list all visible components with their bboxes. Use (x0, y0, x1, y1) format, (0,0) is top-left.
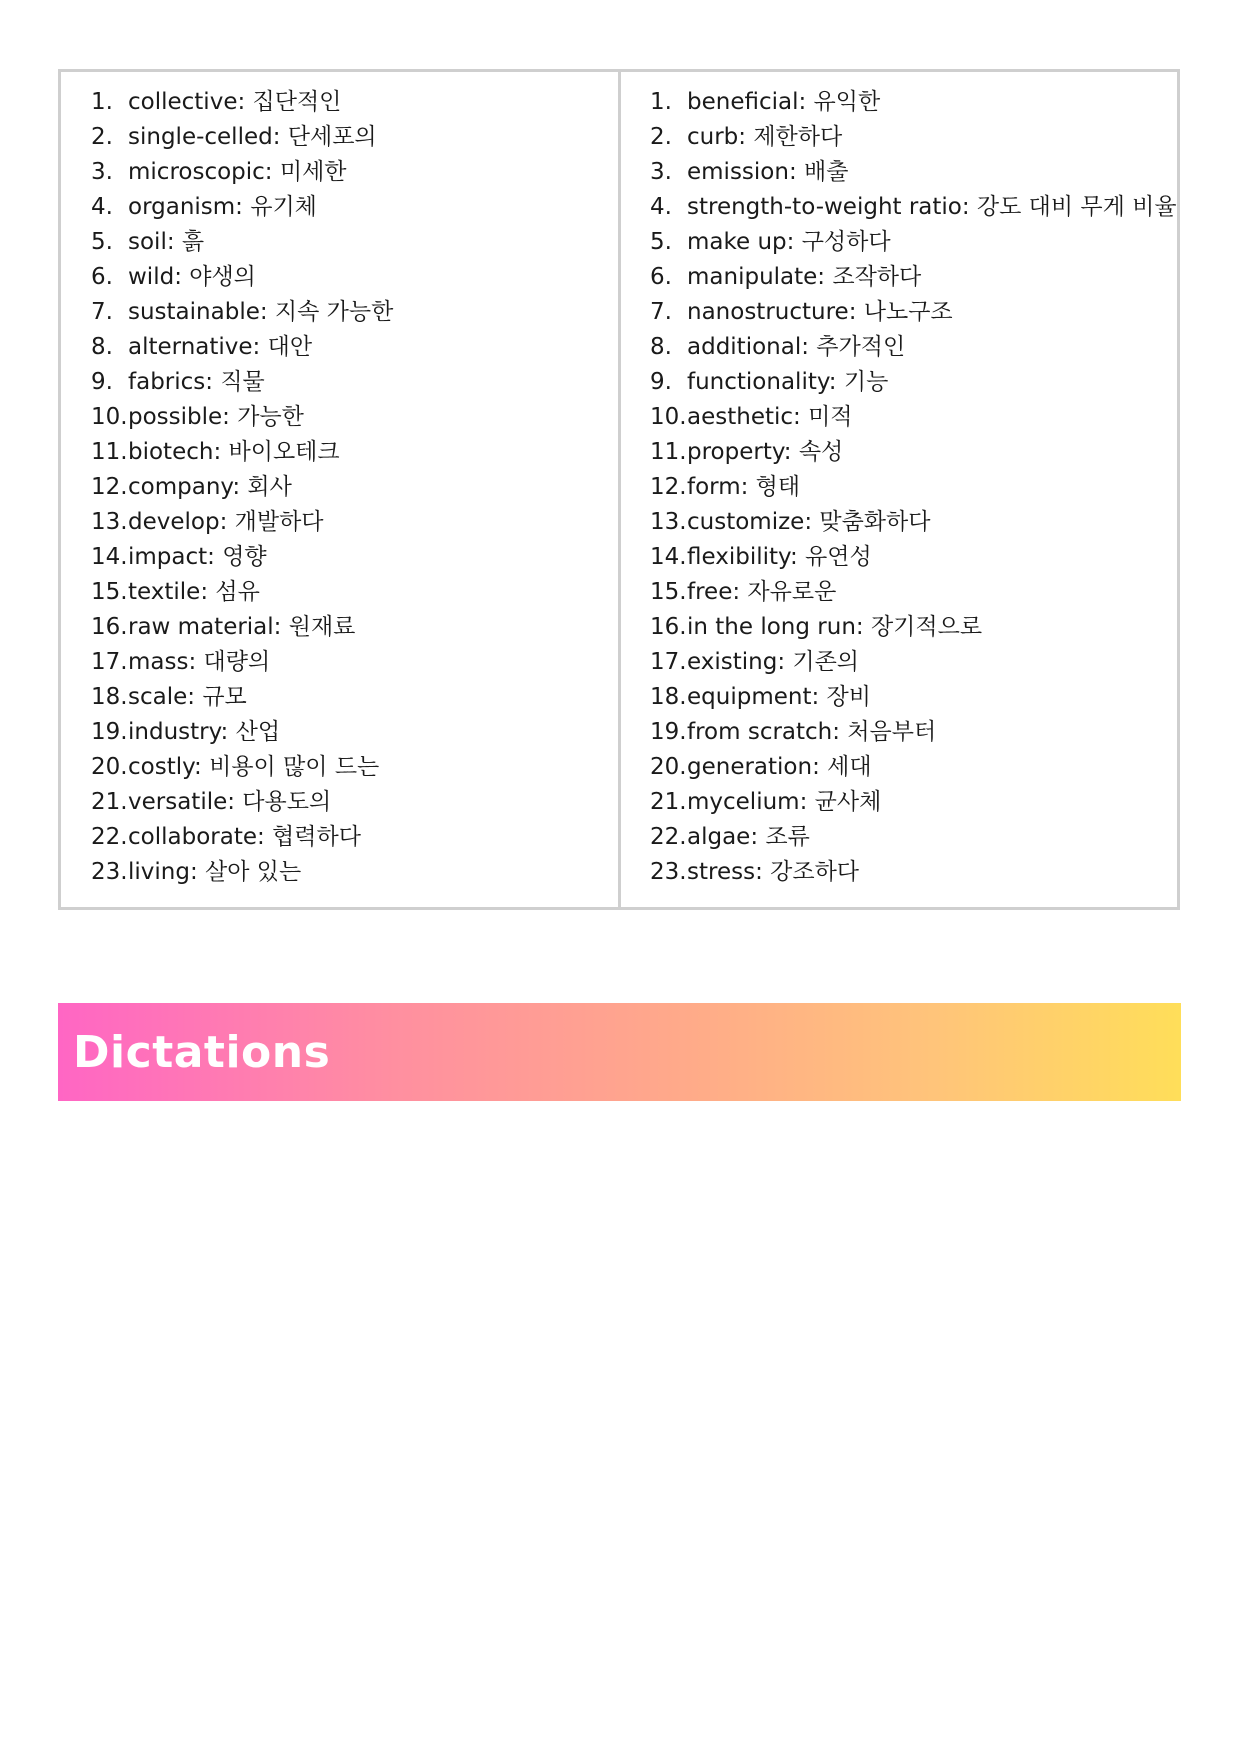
vocabulary-item (91, 505, 618, 540)
vocabulary-item-number: 5. (91, 229, 113, 255)
vocabulary-item-text: collective: 집단적인 (128, 89, 342, 115)
vocabulary-item (91, 855, 618, 890)
vocabulary-item (650, 540, 1177, 575)
vocabulary-item-text: company: 회사 (128, 474, 292, 500)
vocabulary-item-number: 18. (650, 684, 687, 710)
vocabulary-item-text: textile: 섬유 (128, 579, 260, 605)
vocabulary-item-text: possible: 가능한 (128, 404, 304, 430)
vocabulary-item-text: customize: 맞춤화하다 (687, 509, 931, 535)
vocabulary-item-text: existing: 기존의 (687, 649, 860, 675)
vocabulary-item-text: from scratch: 처음부터 (687, 719, 937, 745)
vocabulary-item-number: 15. (91, 579, 128, 605)
vocabulary-item-number: 2. (91, 124, 113, 150)
vocabulary-item-text: scale: 규모 (128, 684, 247, 710)
vocabulary-item-number: 8. (91, 334, 113, 360)
vocabulary-item (650, 680, 1177, 715)
vocabulary-item-number: 19. (650, 719, 687, 745)
vocabulary-item-text: mycelium: 균사체 (687, 789, 882, 815)
vocabulary-item-number: 23. (650, 859, 687, 885)
vocabulary-item (650, 715, 1177, 750)
vocabulary-item (650, 155, 1177, 190)
vocabulary-item-text: algae: 조류 (687, 824, 810, 850)
vocabulary-item (91, 680, 618, 715)
vocabulary-item-number: 7. (91, 299, 113, 325)
vocabulary-item-text: equipment: 장비 (687, 684, 871, 710)
vocabulary-item-text: emission: 배출 (687, 159, 849, 185)
vocabulary-item-number: 6. (91, 264, 113, 290)
vocabulary-item-number: 8. (650, 334, 672, 360)
vocabulary-item-number: 9. (91, 369, 113, 395)
vocabulary-item-text: form: 형태 (687, 474, 801, 500)
vocabulary-item (650, 120, 1177, 155)
vocabulary-item-text: in the long run: 장기적으로 (687, 614, 983, 640)
vocabulary-item-number: 15. (650, 579, 687, 605)
vocabulary-item-text: impact: 영향 (128, 544, 267, 570)
vocabulary-item (650, 295, 1177, 330)
vocabulary-item (650, 610, 1177, 645)
vocabulary-item (650, 190, 1177, 225)
vocabulary-item-number: 2. (650, 124, 672, 150)
vocabulary-item (650, 365, 1177, 400)
vocabulary-item (91, 715, 618, 750)
vocabulary-item (91, 260, 618, 295)
vocabulary-item-text: living: 살아 있는 (128, 859, 302, 885)
vocabulary-item-number: 17. (650, 649, 687, 675)
vocabulary-item-text: make up: 구성하다 (687, 229, 891, 255)
vocabulary-item-text: property: 속성 (687, 439, 844, 465)
vocabulary-item (650, 225, 1177, 260)
vocabulary-item (91, 470, 618, 505)
vocabulary-item-number: 22. (91, 824, 128, 850)
vocabulary-item-number: 23. (91, 859, 128, 885)
vocabulary-item-text: nanostructure: 나노구조 (687, 299, 953, 325)
vocabulary-item-number: 3. (91, 159, 113, 185)
vocabulary-item-number: 22. (650, 824, 687, 850)
vocabulary-item-number: 13. (650, 509, 687, 535)
vocabulary-item-number: 21. (650, 789, 687, 815)
vocabulary-item-number: 16. (650, 614, 687, 640)
vocabulary-item (650, 785, 1177, 820)
vocabulary-item-number: 9. (650, 369, 672, 395)
vocabulary-item (91, 295, 618, 330)
vocabulary-item-text: versatile: 다용도의 (128, 789, 332, 815)
vocabulary-item-number: 20. (91, 754, 128, 780)
vocabulary-item (650, 400, 1177, 435)
vocabulary-item-text: soil: 흙 (128, 229, 205, 255)
vocabulary-item-text: beneficial: 유익한 (687, 89, 881, 115)
vocabulary-item-number: 12. (91, 474, 128, 500)
vocabulary-item-text: curb: 제한하다 (687, 124, 843, 150)
vocabulary-item-text: free: 자유로운 (687, 579, 837, 605)
vocabulary-item-number: 11. (91, 439, 128, 465)
vocabulary-item-text: strength-to-weight ratio: 강도 대비 무게 비율 (687, 194, 1177, 220)
vocabulary-item-text: stress: 강조하다 (687, 859, 859, 885)
vocabulary-column-left (61, 72, 621, 907)
vocabulary-column-right (621, 72, 1177, 907)
vocabulary-item-text: raw material: 원재료 (128, 614, 356, 640)
vocabulary-item-text: sustainable: 지속 가능한 (128, 299, 394, 325)
vocabulary-item-number: 10. (650, 404, 687, 430)
vocabulary-item (91, 400, 618, 435)
vocabulary-item-number: 4. (91, 194, 113, 220)
vocabulary-item-number: 13. (91, 509, 128, 535)
vocabulary-item-number: 4. (650, 194, 672, 220)
vocabulary-list-right (650, 85, 1177, 890)
vocabulary-item-number: 1. (91, 89, 113, 115)
vocabulary-item (91, 225, 618, 260)
vocabulary-item-number: 17. (91, 649, 128, 675)
vocabulary-item (91, 785, 618, 820)
vocabulary-item-text: generation: 세대 (687, 754, 872, 780)
vocabulary-item-text: develop: 개발하다 (128, 509, 324, 535)
vocabulary-item (91, 575, 618, 610)
vocabulary-item (91, 610, 618, 645)
vocabulary-item-number: 11. (650, 439, 687, 465)
vocabulary-item (91, 85, 618, 120)
vocabulary-item-text: aesthetic: 미적 (687, 404, 853, 430)
vocabulary-item-number: 20. (650, 754, 687, 780)
vocabulary-item (91, 750, 618, 785)
vocabulary-item (650, 645, 1177, 680)
vocabulary-item-text: alternative: 대안 (128, 334, 313, 360)
vocabulary-item-text: manipulate: 조작하다 (687, 264, 922, 290)
vocabulary-item-number: 7. (650, 299, 672, 325)
vocabulary-item-number: 21. (91, 789, 128, 815)
vocabulary-item-number: 18. (91, 684, 128, 710)
vocabulary-item (91, 120, 618, 155)
vocabulary-item (650, 575, 1177, 610)
vocabulary-item (91, 645, 618, 680)
vocabulary-item-number: 3. (650, 159, 672, 185)
vocabulary-item (91, 155, 618, 190)
vocabulary-item-text: costly: 비용이 많이 드는 (128, 754, 380, 780)
vocabulary-item-text: collaborate: 협력하다 (128, 824, 361, 850)
vocabulary-item-number: 1. (650, 89, 672, 115)
vocabulary-item-text: mass: 대량의 (128, 649, 271, 675)
vocabulary-item-number: 14. (91, 544, 128, 570)
vocabulary-item-number: 16. (91, 614, 128, 640)
dictations-title: Dictations (73, 1026, 331, 1078)
vocabulary-item (91, 330, 618, 365)
vocabulary-item (91, 435, 618, 470)
vocabulary-item-text: flexibility: 유연성 (687, 544, 872, 570)
vocabulary-item-text: functionality: 기능 (687, 369, 889, 395)
vocabulary-item (91, 190, 618, 225)
vocabulary-item-number: 12. (650, 474, 687, 500)
vocabulary-item (650, 505, 1177, 540)
vocabulary-item-number: 5. (650, 229, 672, 255)
dictations-banner (58, 1003, 1181, 1101)
vocabulary-item (91, 365, 618, 400)
vocabulary-item (650, 855, 1177, 890)
vocabulary-item (650, 435, 1177, 470)
vocabulary-item-text: biotech: 바이오테크 (128, 439, 340, 465)
vocabulary-item (650, 750, 1177, 785)
vocabulary-item-text: wild: 야생의 (128, 264, 256, 290)
vocabulary-table (58, 69, 1180, 910)
vocabulary-item-text: single-celled: 단세포의 (128, 124, 377, 150)
vocabulary-item (650, 260, 1177, 295)
vocabulary-item-text: fabrics: 직물 (128, 369, 265, 395)
vocabulary-item (650, 85, 1177, 120)
vocabulary-item-number: 10. (91, 404, 128, 430)
vocabulary-item-text: additional: 추가적인 (687, 334, 906, 360)
vocabulary-item (650, 820, 1177, 855)
vocabulary-item (91, 820, 618, 855)
vocabulary-item-text: industry: 산업 (128, 719, 281, 745)
vocabulary-item-text: microscopic: 미세한 (128, 159, 347, 185)
vocabulary-item (650, 330, 1177, 365)
vocabulary-item (91, 540, 618, 575)
vocabulary-item (650, 470, 1177, 505)
vocabulary-item-number: 19. (91, 719, 128, 745)
vocabulary-list-left (91, 85, 618, 890)
vocabulary-item-number: 14. (650, 544, 687, 570)
vocabulary-item-number: 6. (650, 264, 672, 290)
vocabulary-item-text: organism: 유기체 (128, 194, 317, 220)
